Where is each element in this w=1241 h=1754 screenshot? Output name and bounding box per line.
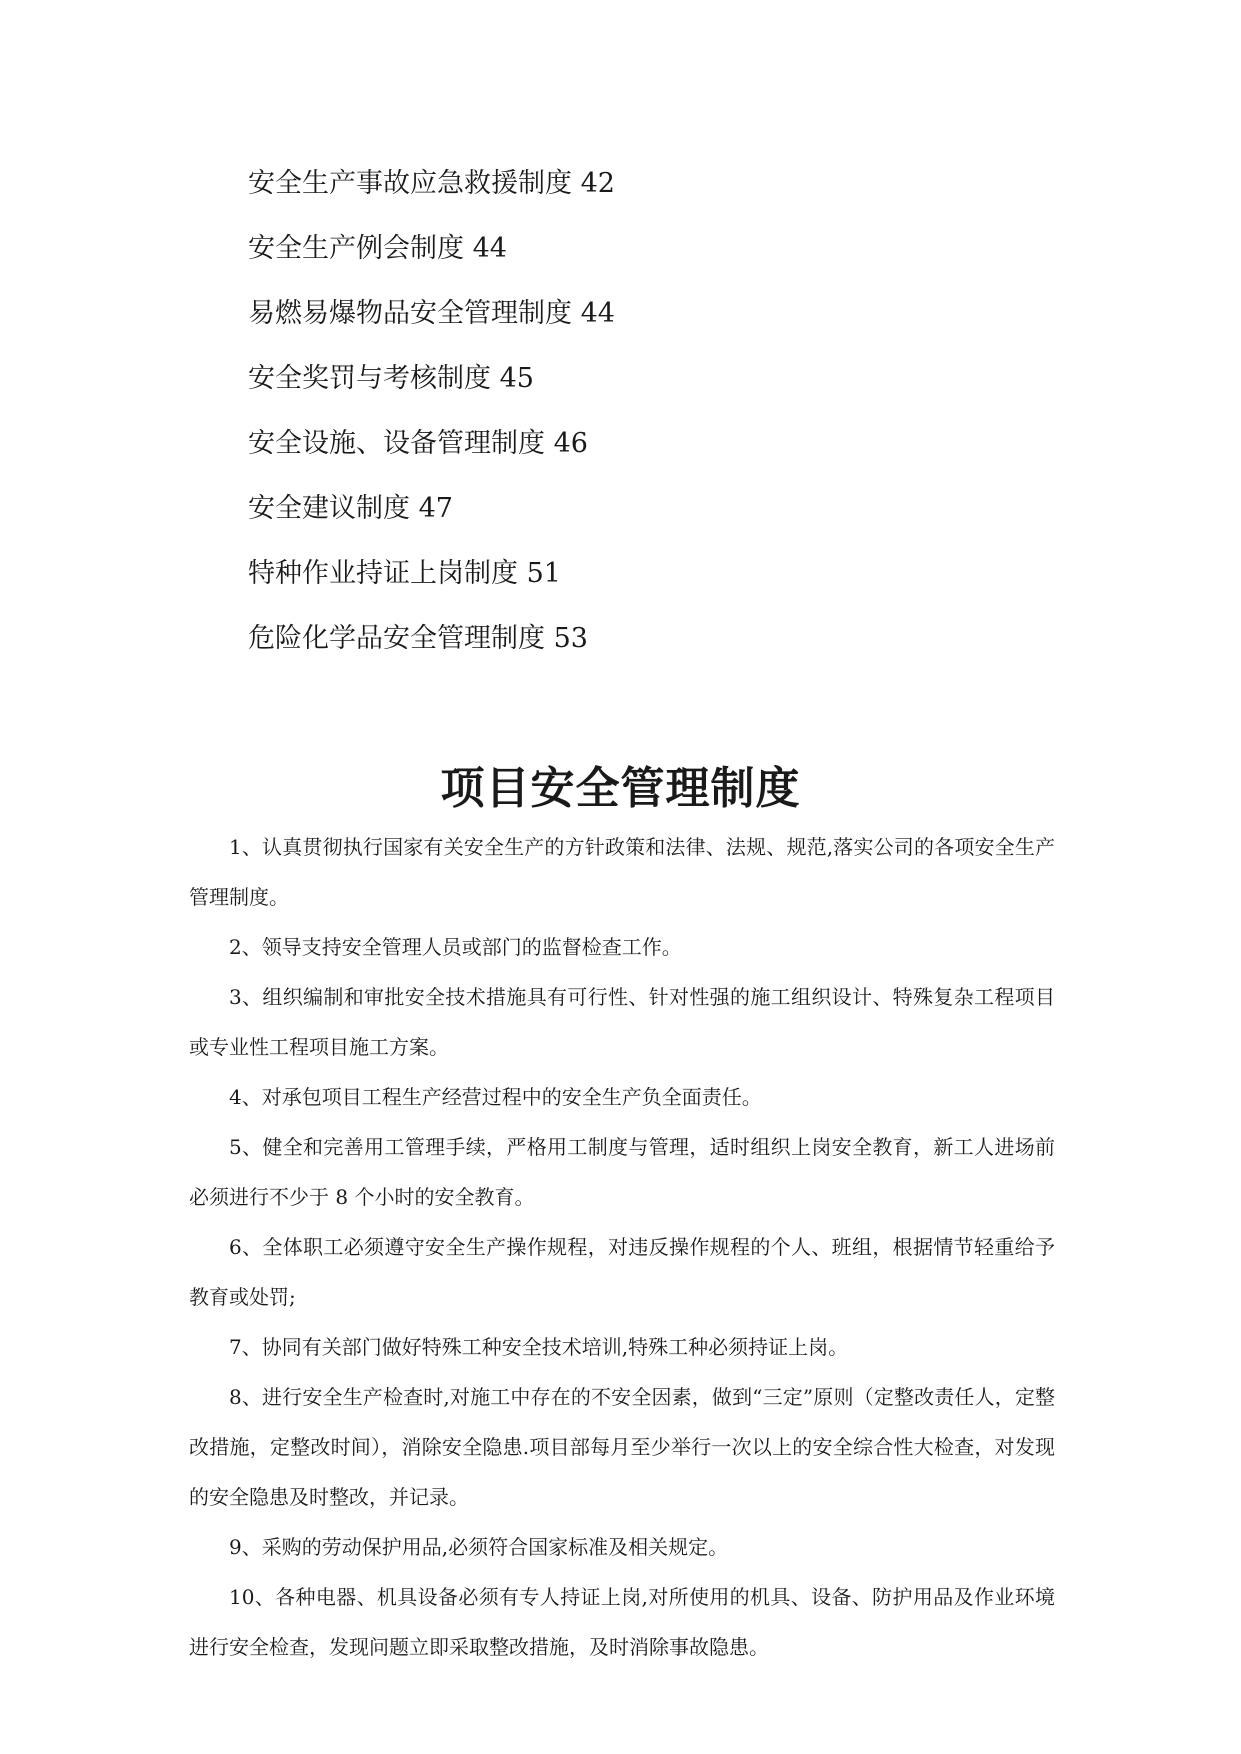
toc-item: 安全奖罚与考核制度 45 — [248, 363, 534, 394]
toc-item: 安全建议制度 47 — [248, 493, 453, 524]
toc-item: 安全生产事故应急救援制度 42 — [248, 168, 615, 199]
table-of-contents — [248, 156, 1048, 676]
toc-item: 安全生产例会制度 44 — [248, 233, 507, 264]
paragraph: 1、认真贯彻执行国家有关安全生产的方针政策和法律、法规、规范,落实公司的各项安全生产管理制度。 — [189, 835, 1055, 909]
paragraph: 3、组织编制和审批安全技术措施具有可行性、针对性强的施工组织设计、特殊复杂工程项目或专业性工程项目施工方案。 — [189, 985, 1055, 1059]
document-body — [189, 822, 1055, 1672]
toc-item: 易燃易爆物品安全管理制度 44 — [248, 298, 615, 329]
toc-item: 特种作业持证上岗制度 51 — [248, 558, 561, 589]
paragraph: 2、领导支持安全管理人员或部门的监督检查工作。 — [229, 935, 682, 959]
document-title: 项目安全管理制度 — [440, 763, 801, 814]
toc-item: 安全设施、设备管理制度 46 — [248, 428, 588, 459]
toc-item: 危险化学品安全管理制度 53 — [248, 623, 588, 654]
paragraph: 7、协同有关部门做好特殊工种安全技术培训,特殊工种必须持证上岗。 — [229, 1335, 849, 1359]
paragraph: 8、进行安全生产检查时,对施工中存在的不安全因素，做到“三定”原则（定整改责任人，定整改措施，定整改时间），消除安全隐患.项目部每月至少举行一次以上的安全综合性大检查，对发现的安全隐患及时整改，并记录。 — [189, 1385, 1055, 1509]
paragraph: 10、各种电器、机具设备必须有专人持证上岗,对所使用的机具、设备、防护用品及作业环境进行安全检查，发现问题立即采取整改措施，及时消除事故隐患。 — [189, 1585, 1055, 1659]
paragraph: 4、对承包项目工程生产经营过程中的安全生产负全面责任。 — [229, 1085, 762, 1109]
paragraph: 9、采购的劳动保护用品,必须符合国家标准及相关规定。 — [229, 1535, 729, 1559]
paragraph: 5、健全和完善用工管理手续，严格用工制度与管理，适时组织上岗安全教育，新工人进场前必须进行不少于 8 个小时的安全教育。 — [189, 1135, 1055, 1209]
paragraph: 6、全体职工必须遵守安全生产操作规程，对违反操作规程的个人、班组，根据情节轻重给予教育或处罚; — [189, 1235, 1055, 1309]
